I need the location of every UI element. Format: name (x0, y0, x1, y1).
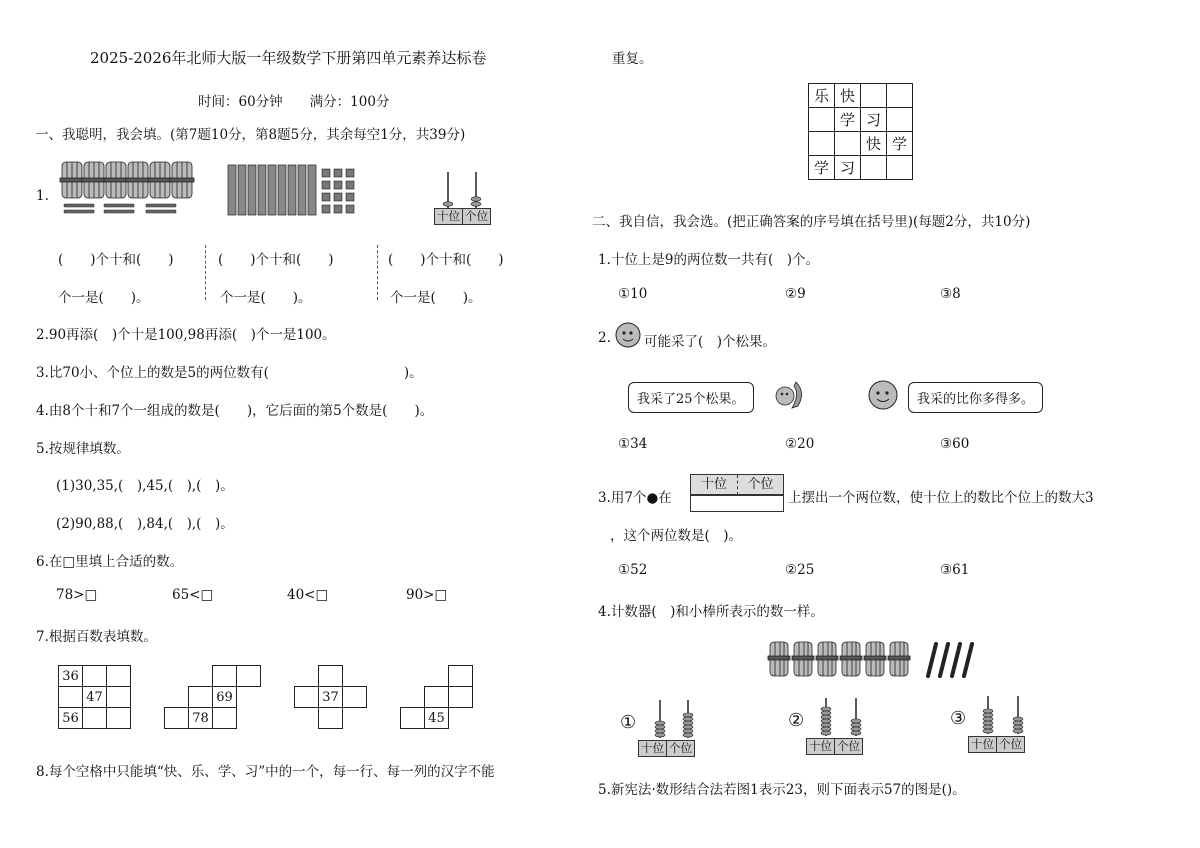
q6-item: 78>□ (56, 587, 98, 603)
q6-stem: 6.在□里填上合适的数。 (36, 554, 184, 570)
s2-q2-option: ①34 (618, 436, 648, 452)
hundred-chart-fragment-4: 45 (400, 665, 473, 729)
stick-bundles-image (768, 640, 978, 680)
q3-text: 3.比70小、个位上的数是5的两位数有( )。 (36, 365, 423, 381)
q1-blank-line-1a: ( )个十和( ) (58, 252, 174, 268)
base-ten-blocks-image (228, 165, 363, 217)
s2-q1-option: ①10 (618, 286, 648, 302)
hundred-chart-fragment-2: 69 78 (164, 665, 261, 729)
q5-part-2: (2)90,88,( ),84,( ),( )。 (56, 516, 234, 532)
q8-stem: 8.每个空格中只能填“快、乐、学、习”中的一个，每一行、每一列的汉字不能 (36, 764, 495, 780)
tens-label: 十位 (437, 209, 460, 223)
place-value-chart-body (690, 494, 784, 512)
q6-item: 40<□ (287, 587, 329, 603)
place-value-chart (690, 474, 784, 496)
s2-q5-stem: 5.新宪法·数形结合法若图1表示23，则下面表示57的图是()。 (598, 782, 966, 798)
squirrel-icon (866, 378, 900, 412)
q8-stem-continued: 重复。 (612, 51, 653, 67)
q4-text: 4.由8个十和7个一组成的数是( )，它后面的第5个数是( )。 (36, 403, 434, 419)
hundred-chart-fragment-1: 36 47 56 (58, 665, 131, 729)
s2-q1-stem: 1.十位上是9的两位数一共有( )个。 (598, 252, 820, 268)
ones-label: 个位 (462, 209, 490, 224)
character-puzzle-grid: 乐 快 学 习 快 学 学 习 (808, 83, 913, 180)
s2-q2-number: 2. (598, 330, 611, 346)
q1-blank-line-2b: 个一是( )。 (220, 290, 312, 306)
q1-abacus-image (432, 170, 492, 210)
q6-item: 90>□ (406, 587, 448, 603)
q2-text: 2.90再添( )个十是100,98再添( )个一是100。 (36, 327, 336, 343)
s2-q1-option: ②9 (785, 286, 806, 302)
s2-q2-stem: 可能采了( )个松果。 (644, 334, 777, 350)
s2-q3-option: ③61 (940, 562, 970, 578)
abacus-label: 十位 个位 (806, 738, 863, 755)
ones-column: 个位 (737, 475, 783, 495)
q1-abacus-label (434, 208, 491, 225)
q1-number: 1. (36, 188, 49, 204)
s2-q2-option: ②20 (785, 436, 815, 452)
abacus-option-2[interactable] (810, 696, 874, 738)
q5-stem: 5.按规律填数。 (36, 441, 130, 457)
q6-item: 65<□ (172, 587, 214, 603)
q1-blank-line-1c: ( )个十和( ) (388, 252, 504, 268)
divider (377, 245, 378, 300)
abacus-option-3[interactable] (972, 694, 1036, 736)
s2-q2-option: ③60 (940, 436, 970, 452)
abacus-option-1[interactable] (642, 698, 706, 740)
speech-bubble-right: 我采的比你多得多。 (908, 382, 1043, 413)
s2-q3-stem-c: ，这个两位数是( )。 (610, 528, 743, 544)
s2-q3-option: ①52 (618, 562, 648, 578)
s2-q3-stem-b: 上摆出一个两位数，使十位上的数比个位上的数大3 (788, 490, 1094, 506)
s2-q3-stem-a: 3.用7个●在 (598, 490, 672, 506)
divider (205, 245, 206, 300)
abacus-label: 十位 个位 (638, 740, 695, 757)
section-2-heading: 二、我自信，我会选。(把正确答案的序号填在括号里)(每题2分，共10分) (592, 214, 1031, 230)
stick-bundles-image (60, 160, 195, 218)
tens-column: 十位 (691, 475, 737, 495)
hundred-chart-fragment-3: 37 (294, 665, 367, 729)
time-score-info: 时间：60分钟 满分：100分 (198, 94, 390, 110)
q1-blank-line-2a: 个一是( )。 (58, 290, 150, 306)
q1-blank-line-2c: 个一是( )。 (390, 290, 482, 306)
option-marker: ② (788, 710, 805, 731)
option-marker: ③ (950, 708, 967, 729)
abacus-label: 十位 个位 (968, 736, 1025, 753)
squirrel-icon (772, 378, 806, 412)
q1-blank-line-1b: ( )个十和( ) (218, 252, 334, 268)
s2-q4-stem: 4.计数器( )和小棒所表示的数一样。 (598, 604, 824, 620)
section-1-heading: 一、我聪明，我会填。(第7题10分，第8题5分，其余每空1分，共39分) (35, 127, 466, 143)
s2-q1-option: ③8 (940, 286, 961, 302)
page-title: 2025-2026年北师大版一年级数学下册第四单元素养达标卷 (90, 49, 487, 67)
s2-q3-option: ②25 (785, 562, 815, 578)
option-marker: ① (620, 712, 637, 733)
squirrel-icon (614, 321, 642, 349)
q7-stem: 7.根据百数表填数。 (36, 629, 157, 645)
speech-bubble-left: 我采了25个松果。 (628, 382, 754, 413)
q5-part-1: (1)30,35,( ),45,( ),( )。 (56, 478, 234, 494)
